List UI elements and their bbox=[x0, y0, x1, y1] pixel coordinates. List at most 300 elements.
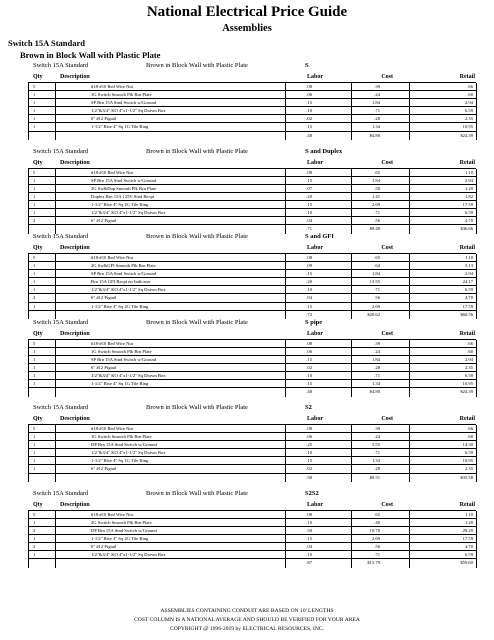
cell-labor: .04 bbox=[306, 295, 312, 301]
cell-labor: .15 bbox=[306, 535, 312, 541]
cell-retail: 2.94 bbox=[464, 177, 473, 183]
column-headers bbox=[0, 159, 494, 168]
assembly-installation: Brown in Block Wall with Plastic Plate bbox=[146, 318, 248, 326]
cell-qty: 2 bbox=[33, 527, 36, 533]
cell-retail: 1.20 bbox=[464, 519, 473, 525]
cell-retail: .66 bbox=[467, 426, 473, 431]
cell-labor: .02 bbox=[306, 466, 312, 472]
cell-desc: 1/2"&3/4" KO 4"x1-1/2" Sq Drawn Box bbox=[91, 551, 166, 557]
assembly-installation: Brown in Block Wall with Plastic Plate bbox=[146, 404, 248, 411]
table-row bbox=[29, 519, 476, 527]
cell-desc: 6" #12 Pigtail bbox=[91, 543, 117, 549]
cell-cost: .28 bbox=[374, 116, 380, 122]
cell-qty: 1 bbox=[33, 124, 36, 130]
table-row bbox=[29, 465, 476, 473]
cell-cost: 1.84 bbox=[371, 271, 380, 277]
cell-cost: 10.70 bbox=[369, 527, 380, 533]
subcategory-heading: Brown in Block Wall with Plastic Plate bbox=[20, 50, 161, 60]
cell-labor: .15 bbox=[306, 356, 312, 362]
cell-desc: 1/2"&3/4" KO 4"x1-1/2" Sq Drawn Box bbox=[91, 450, 166, 456]
table-row bbox=[29, 449, 476, 457]
cell-cost: 2.69 bbox=[371, 201, 380, 207]
cell-desc: SP Brn 15A Stnd Switch w/Ground bbox=[91, 177, 157, 183]
table-divider bbox=[476, 254, 477, 319]
cell-desc: #18-#10 Red Wire Nut bbox=[91, 84, 133, 89]
table-row bbox=[29, 527, 476, 535]
assembly-title bbox=[0, 232, 494, 244]
column-header-cost: Cost bbox=[381, 330, 393, 337]
cell-cost: .71 bbox=[374, 551, 380, 557]
column-header-labor: Labor bbox=[306, 245, 323, 251]
cell-qty: 5 bbox=[33, 340, 36, 346]
cell-desc: 1-1/2" Rise 4" Sq 1G Tile Ring bbox=[91, 458, 149, 464]
total-cost: $8.51 bbox=[369, 474, 380, 480]
cell-retail: 2.35 bbox=[464, 116, 473, 122]
column-header-retail: Retail bbox=[459, 501, 475, 508]
cell-cost: 2.69 bbox=[371, 303, 380, 309]
assembly-title bbox=[0, 147, 494, 159]
table-row bbox=[29, 433, 476, 441]
column-header-description: Description bbox=[60, 245, 90, 251]
cell-cost: 1.34 bbox=[371, 124, 380, 130]
cell-labor: .10 bbox=[306, 209, 312, 215]
cell-qty: 1 bbox=[33, 551, 36, 557]
assembly-title bbox=[0, 489, 494, 501]
total-cost: $15.79 bbox=[367, 560, 380, 566]
cell-labor: .20 bbox=[306, 279, 312, 285]
cell-retail: 6.59 bbox=[464, 450, 473, 456]
table-divider bbox=[476, 425, 477, 482]
total-labor: .48 bbox=[306, 389, 312, 395]
column-header-cost: Cost bbox=[381, 245, 393, 251]
column-header-description: Description bbox=[60, 74, 90, 80]
cell-qty: 1 bbox=[33, 279, 36, 285]
cell-qty: 1 bbox=[33, 380, 36, 386]
assembly-code: S and GFI bbox=[305, 233, 334, 240]
column-header-qty: Qty bbox=[33, 501, 43, 508]
cell-qty: 1 bbox=[33, 466, 36, 472]
total-cost: $8.48 bbox=[369, 226, 380, 232]
table-row bbox=[29, 286, 476, 294]
cell-retail: 1.10 bbox=[464, 511, 473, 517]
total-row bbox=[29, 388, 476, 397]
table-row bbox=[29, 99, 476, 107]
cell-retail: 14.30 bbox=[462, 442, 473, 448]
cell-labor: .08 bbox=[306, 340, 312, 346]
column-header-description: Description bbox=[60, 416, 90, 422]
assembly-title bbox=[0, 61, 494, 73]
total-retail: $24.39 bbox=[460, 389, 473, 395]
cell-desc: Brn 15A GFI Recpt no Indicator bbox=[91, 279, 151, 285]
cell-labor: .25 bbox=[306, 442, 312, 448]
cell-retail: 2.35 bbox=[464, 466, 473, 472]
assembly-section bbox=[0, 403, 494, 489]
cell-desc: 2G Sw&Dup Smooth Plk Brn Plate bbox=[91, 185, 157, 191]
column-header-retail: Retail bbox=[459, 74, 475, 80]
cell-qty: 1 bbox=[33, 450, 36, 456]
cell-desc: DP Brn 15A Stnd Switch w/Ground bbox=[91, 527, 157, 533]
cell-desc: 1/2"&3/4" KO 4"x1-1/2" Sq Drawn Box bbox=[91, 108, 166, 114]
cell-cost: .65 bbox=[374, 169, 380, 175]
assembly-title bbox=[0, 403, 494, 415]
table-row bbox=[29, 262, 476, 270]
cell-labor: .09 bbox=[306, 263, 312, 269]
table-row bbox=[29, 169, 476, 177]
footer-line-3: COPYRIGHT @ 1996-2019 by ELECTRICAL RESOURCES, INC. bbox=[169, 626, 324, 632]
table-row bbox=[29, 201, 476, 209]
total-labor: .72 bbox=[306, 311, 312, 317]
table-row bbox=[29, 348, 476, 356]
cell-retail: 17.59 bbox=[462, 535, 473, 541]
table-row bbox=[29, 123, 476, 131]
cell-cost: .64 bbox=[374, 263, 380, 269]
assembly-installation: Brown in Block Wall with Plastic Plate bbox=[146, 489, 248, 497]
cell-desc: #18-#10 Red Wire Nut bbox=[91, 340, 133, 346]
cell-cost: .71 bbox=[374, 287, 380, 293]
cell-desc: 1G Switch Smooth Plk Brn Plate bbox=[91, 92, 152, 98]
cell-qty: 1 bbox=[33, 458, 36, 464]
assembly-code: S2S2 bbox=[305, 489, 319, 497]
cell-desc: 1/2"&3/4" KO 4"x1-1/2" Sq Drawn Box bbox=[91, 287, 166, 293]
column-header-retail: Retail bbox=[459, 245, 475, 251]
column-header-qty: Qty bbox=[33, 74, 43, 80]
column-header-cost: Cost bbox=[381, 74, 393, 80]
cell-labor: .02 bbox=[306, 116, 312, 122]
table-row bbox=[29, 193, 476, 201]
column-headers bbox=[0, 415, 494, 424]
cell-qty: 1 bbox=[33, 303, 36, 309]
table-divider bbox=[476, 169, 477, 234]
table-row bbox=[29, 254, 476, 262]
cell-qty: 1 bbox=[33, 92, 36, 98]
column-header-labor: Labor bbox=[306, 159, 323, 166]
assembly-section bbox=[0, 489, 494, 575]
total-labor: .71 bbox=[306, 226, 312, 232]
assembly-section bbox=[0, 318, 494, 404]
total-row bbox=[29, 559, 476, 568]
assembly-installation: Brown in Block Wall with Plastic Plate bbox=[146, 233, 248, 240]
cell-cost: .65 bbox=[374, 255, 380, 260]
cell-labor: .04 bbox=[306, 218, 312, 224]
cell-labor: .10 bbox=[306, 551, 312, 557]
assembly-switch-type: Switch 15A Standard bbox=[33, 147, 89, 155]
category-heading: Switch 15A Standard bbox=[8, 38, 85, 48]
column-header-cost: Cost bbox=[381, 416, 393, 422]
cell-retail: 1.82 bbox=[464, 193, 473, 199]
cell-retail: 4.70 bbox=[464, 295, 473, 301]
cell-qty: 1 bbox=[33, 356, 36, 362]
cell-retail: 3.13 bbox=[464, 263, 473, 269]
cell-qty: 1 bbox=[33, 209, 36, 215]
cell-qty: 1 bbox=[33, 364, 36, 370]
cell-labor: .07 bbox=[306, 185, 312, 191]
cell-cost: 1.84 bbox=[371, 100, 380, 106]
cell-retail: 28.20 bbox=[462, 527, 473, 533]
cell-qty: 1 bbox=[33, 271, 36, 277]
cell-qty: 5 bbox=[33, 426, 36, 431]
total-labor: .58 bbox=[306, 474, 312, 480]
cell-qty: 1 bbox=[33, 177, 36, 183]
cell-desc: 6" #12 Pigtail bbox=[91, 295, 117, 301]
column-header-cost: Cost bbox=[381, 159, 393, 166]
table-row bbox=[29, 457, 476, 465]
cell-labor: .20 bbox=[306, 193, 312, 199]
assembly-section bbox=[0, 147, 494, 233]
cell-cost: .56 bbox=[374, 218, 380, 224]
cell-cost: .56 bbox=[374, 295, 380, 301]
total-cost: $4.80 bbox=[369, 132, 380, 138]
table-row bbox=[29, 511, 476, 519]
assembly-installation: Brown in Block Wall with Plastic Plate bbox=[146, 62, 248, 69]
assembly-code: S pipe bbox=[305, 318, 323, 326]
cell-retail: 1.10 bbox=[464, 169, 473, 175]
cell-retail: 6.59 bbox=[464, 372, 473, 378]
cell-desc: 1-1/2" Rise 4" Sq 1G Tile Ring bbox=[91, 124, 149, 130]
cell-labor: .10 bbox=[306, 372, 312, 378]
cell-labor: .08 bbox=[306, 511, 312, 517]
cell-qty: 1 bbox=[33, 434, 36, 440]
table-row bbox=[29, 425, 476, 433]
cell-qty: 2 bbox=[33, 295, 36, 301]
assembly-section bbox=[0, 61, 494, 147]
page-title: National Electrical Price Guide bbox=[146, 4, 348, 20]
table-divider bbox=[476, 340, 477, 397]
column-header-cost: Cost bbox=[381, 501, 393, 508]
assembly-switch-type: Switch 15A Standard bbox=[33, 62, 89, 69]
cell-qty: 5 bbox=[33, 511, 36, 517]
column-header-labor: Labor bbox=[306, 330, 323, 337]
cell-desc: SP Brn 15A Stnd Switch w/Ground bbox=[91, 356, 157, 362]
cell-retail: .60 bbox=[467, 92, 473, 98]
cell-desc: 2G Sw&GFI Smooth Plk Brn Plate bbox=[91, 263, 156, 269]
cell-desc: 6" #12 Pigtail bbox=[91, 364, 117, 370]
assembly-section bbox=[0, 232, 494, 318]
table-row bbox=[29, 270, 476, 278]
total-labor: .87 bbox=[306, 560, 312, 566]
column-header-qty: Qty bbox=[33, 245, 43, 251]
table-row bbox=[29, 278, 476, 286]
cell-desc: 6" #12 Pigtail bbox=[91, 218, 117, 224]
cell-retail: 10.95 bbox=[462, 380, 473, 386]
table-row bbox=[29, 356, 476, 364]
cell-labor: .02 bbox=[306, 364, 312, 370]
cell-retail: 4.70 bbox=[464, 543, 473, 549]
cell-retail: 2.94 bbox=[464, 356, 473, 362]
footer-line-2: COST COLUMN IS A NATIONAL AVERAGE AND SHOULD BE VERIFIED FOR YOUR AREA bbox=[134, 617, 360, 623]
cell-cost: .28 bbox=[374, 466, 380, 472]
cell-cost: .65 bbox=[374, 511, 380, 517]
cell-desc: DP Brn 15A Stnd Switch w/Ground bbox=[91, 442, 157, 448]
assembly-switch-type: Switch 15A Standard bbox=[33, 404, 89, 411]
total-retail: $24.39 bbox=[460, 132, 473, 138]
cell-qty: 1 bbox=[33, 263, 36, 269]
table-row bbox=[29, 364, 476, 372]
cell-labor: .15 bbox=[306, 201, 312, 207]
cell-cost: 1.41 bbox=[371, 193, 380, 199]
cell-qty: 1 bbox=[33, 100, 36, 106]
cell-desc: 1/2"&3/4" KO 4"x1-1/2" Sq Drawn Box bbox=[91, 372, 166, 378]
cell-qty: 1 bbox=[33, 287, 36, 293]
cell-desc: Duplex Brn 15A 125V Stnd Recpt bbox=[91, 193, 155, 199]
cell-qty: 1 bbox=[33, 116, 36, 122]
cell-retail: .66 bbox=[467, 340, 473, 346]
cell-retail: 10.95 bbox=[462, 458, 473, 464]
cell-desc: 1G Switch Smooth Plk Brn Plate bbox=[91, 434, 152, 440]
cell-cost: .71 bbox=[374, 450, 380, 456]
cell-qty: 5 bbox=[33, 255, 36, 260]
cell-desc: 1-1/2" Rise 4" Sq 2G Tile Ring bbox=[91, 535, 149, 541]
cell-retail: 17.59 bbox=[462, 201, 473, 207]
cell-qty: 1 bbox=[33, 372, 36, 378]
line-items-table bbox=[28, 339, 476, 397]
assembly-code: S2 bbox=[305, 404, 312, 411]
cell-retail: 2.94 bbox=[464, 100, 473, 106]
cell-qty: 1 bbox=[33, 193, 36, 199]
total-cost: $20.62 bbox=[367, 311, 380, 317]
table-divider bbox=[476, 83, 477, 140]
footer-line-1: ASSEMBLIES CONTAINING CONDUIT ARE BASED ON 10' LENGTHS bbox=[160, 608, 334, 614]
assembly-installation: Brown in Block Wall with Plastic Plate bbox=[146, 147, 248, 155]
total-retail: $59.60 bbox=[460, 560, 473, 566]
table-row bbox=[29, 340, 476, 348]
cell-labor: .08 bbox=[306, 255, 312, 260]
table-row bbox=[29, 294, 476, 302]
cell-retail: 6.59 bbox=[464, 108, 473, 114]
cell-labor: .06 bbox=[306, 348, 312, 354]
cell-desc: 1-1/2" Rise 4" Sq 1G Tile Ring bbox=[91, 380, 149, 386]
column-header-labor: Labor bbox=[306, 416, 323, 422]
cell-retail: 6.59 bbox=[464, 287, 473, 293]
assembly-sections bbox=[0, 61, 494, 574]
cell-cost: .40 bbox=[374, 519, 380, 525]
line-items-table bbox=[28, 253, 476, 319]
cell-desc: 1/2"&3/4" KO 4"x1-1/2" Sq Drawn Box bbox=[91, 209, 166, 215]
cell-cost: .39 bbox=[374, 84, 380, 89]
line-items-table bbox=[28, 510, 476, 568]
total-retail: $35.58 bbox=[460, 474, 473, 480]
cell-retail: 10.95 bbox=[462, 124, 473, 130]
column-headers bbox=[0, 244, 494, 253]
cell-labor: .15 bbox=[306, 458, 312, 464]
cell-labor: .15 bbox=[306, 100, 312, 106]
cell-cost: .39 bbox=[374, 340, 380, 346]
column-header-retail: Retail bbox=[459, 330, 475, 337]
cell-desc: 2G Switch Smooth Plk Brn Plate bbox=[91, 519, 152, 525]
total-retail: $36.66 bbox=[460, 226, 473, 232]
cell-desc: 1-1/2" Rise 4" Sq 2G Tile Ring bbox=[91, 201, 149, 207]
cell-labor: .15 bbox=[306, 177, 312, 183]
table-row bbox=[29, 209, 476, 217]
table-row bbox=[29, 185, 476, 193]
assembly-code: S and Duplex bbox=[305, 147, 343, 155]
cell-labor: .15 bbox=[306, 303, 312, 309]
cell-retail: 2.94 bbox=[464, 271, 473, 277]
cell-cost: 5.55 bbox=[371, 442, 380, 448]
table-row bbox=[29, 303, 476, 311]
cell-cost: 1.34 bbox=[371, 380, 380, 386]
cell-labor: .15 bbox=[306, 271, 312, 277]
column-headers bbox=[0, 501, 494, 510]
table-row bbox=[29, 441, 476, 449]
cell-retail: 6.59 bbox=[464, 551, 473, 557]
cell-labor: .10 bbox=[306, 519, 312, 525]
cell-retail: .60 bbox=[467, 434, 473, 440]
cell-retail: 24.17 bbox=[462, 279, 473, 285]
cell-cost: 2.69 bbox=[371, 535, 380, 541]
cell-retail: .60 bbox=[467, 348, 473, 354]
cell-qty: 1 bbox=[33, 519, 36, 525]
cell-cost: .71 bbox=[374, 372, 380, 378]
cell-labor: .08 bbox=[306, 169, 312, 175]
column-header-retail: Retail bbox=[459, 159, 475, 166]
column-header-qty: Qty bbox=[33, 159, 43, 166]
column-header-qty: Qty bbox=[33, 416, 43, 422]
cell-desc: 6" #12 Pigtail bbox=[91, 116, 117, 122]
cell-cost: .39 bbox=[374, 426, 380, 431]
cell-labor: .06 bbox=[306, 92, 312, 98]
cell-labor: .06 bbox=[306, 434, 312, 440]
column-headers bbox=[0, 73, 494, 82]
cell-retail: 17.59 bbox=[462, 303, 473, 309]
table-row bbox=[29, 380, 476, 388]
cell-qty: 1 bbox=[33, 108, 36, 114]
cell-qty: 1 bbox=[33, 201, 36, 207]
total-labor: .48 bbox=[306, 132, 312, 138]
line-items-table bbox=[28, 82, 476, 140]
column-header-description: Description bbox=[60, 330, 90, 337]
cell-cost: .71 bbox=[374, 108, 380, 114]
cell-labor: .10 bbox=[306, 287, 312, 293]
cell-cost: .56 bbox=[374, 543, 380, 549]
table-row bbox=[29, 115, 476, 123]
page-subtitle: Assemblies bbox=[222, 23, 272, 34]
cell-desc: #18-#10 Red Wire Nut bbox=[91, 255, 133, 260]
table-row bbox=[29, 107, 476, 115]
assembly-switch-type: Switch 15A Standard bbox=[33, 489, 89, 497]
cell-retail: 1.20 bbox=[464, 185, 473, 191]
table-row bbox=[29, 91, 476, 99]
total-row bbox=[29, 474, 476, 483]
cell-cost: 13.55 bbox=[369, 279, 380, 285]
total-retail: $60.56 bbox=[460, 311, 473, 317]
cell-qty: 2 bbox=[33, 218, 36, 224]
total-row bbox=[29, 132, 476, 141]
cell-cost: .24 bbox=[374, 92, 380, 98]
column-header-labor: Labor bbox=[306, 501, 323, 508]
cell-cost: 1.84 bbox=[371, 177, 380, 183]
column-headers bbox=[0, 330, 494, 339]
cell-retail: .66 bbox=[467, 84, 473, 89]
cell-labor: .04 bbox=[306, 543, 312, 549]
cell-cost: 1.84 bbox=[371, 356, 380, 362]
cell-desc: #18-#10 Red Wire Nut bbox=[91, 511, 133, 517]
cell-qty: 1 bbox=[33, 535, 36, 541]
cell-qty: 1 bbox=[33, 185, 36, 191]
cell-cost: .24 bbox=[374, 348, 380, 354]
assembly-title bbox=[0, 318, 494, 330]
assembly-switch-type: Switch 15A Standard bbox=[33, 318, 89, 326]
column-header-description: Description bbox=[60, 501, 90, 508]
table-divider bbox=[476, 511, 477, 568]
cell-labor: .08 bbox=[306, 84, 312, 89]
cell-labor: .50 bbox=[306, 527, 312, 533]
table-row bbox=[29, 372, 476, 380]
cell-cost: 1.34 bbox=[371, 458, 380, 464]
column-header-retail: Retail bbox=[459, 416, 475, 422]
cell-desc: 6" #12 Pigtail bbox=[91, 466, 117, 472]
column-header-description: Description bbox=[60, 159, 90, 166]
cell-cost: .58 bbox=[374, 185, 380, 191]
